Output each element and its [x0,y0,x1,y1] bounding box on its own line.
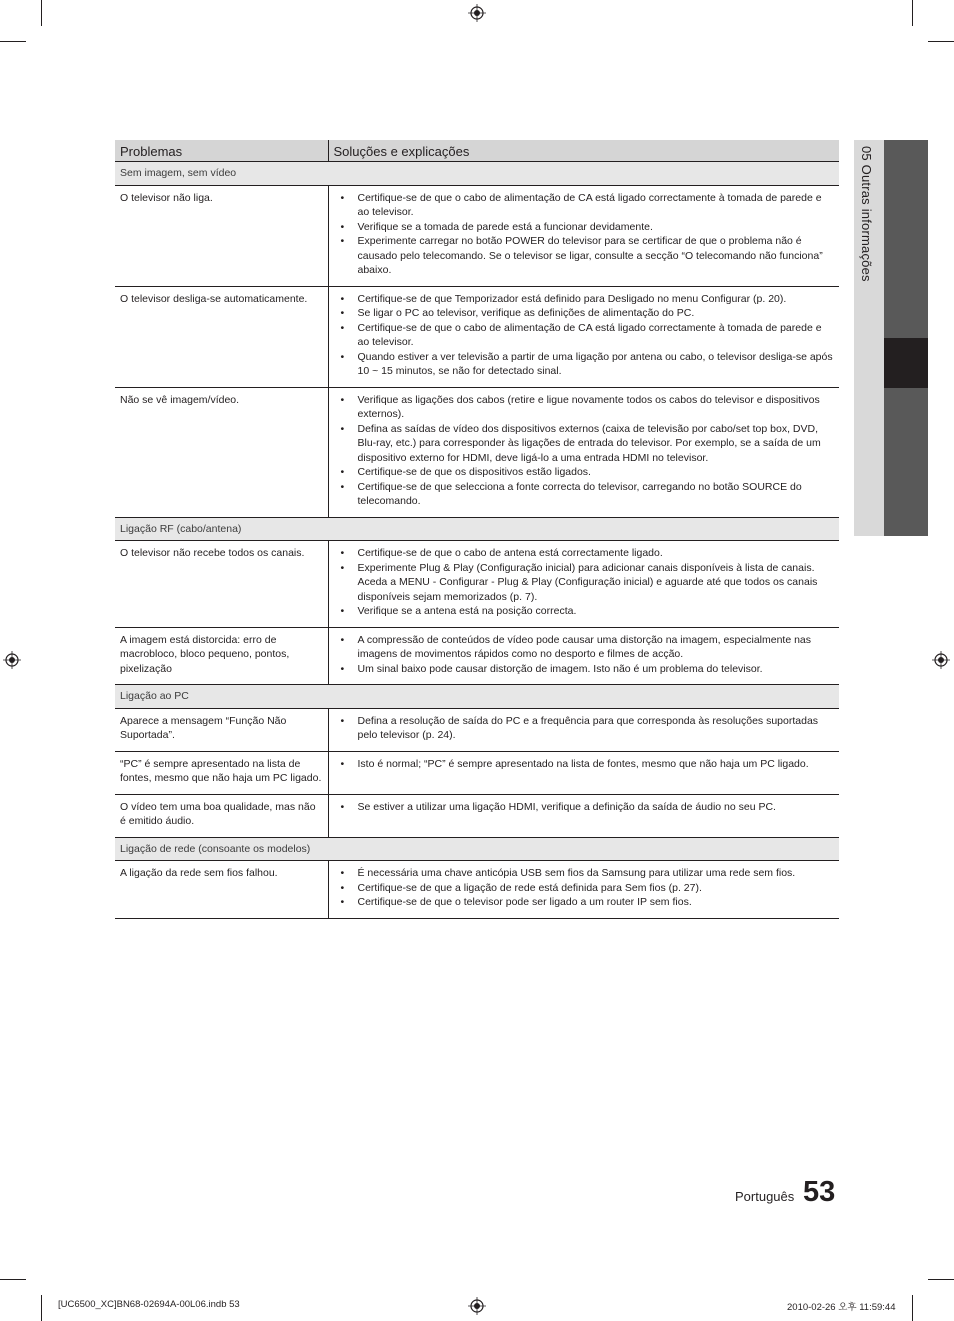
table-row [115,627,839,685]
crop-mark [928,1279,954,1280]
solution-list [334,866,835,910]
section-title: Sem imagem, sem vídeo [115,162,839,186]
problem-cell: O vídeo tem uma boa qualidade, mas não é emitido áudio. [115,794,328,837]
table-header-row [115,140,839,162]
solution-list [334,292,835,379]
problem-cell: A ligação da rede sem fios falhou. [115,861,328,919]
section-row [115,517,839,541]
print-slug-file: [UC6500_XC]BN68-02694A-00L06.indb 53 [58,1299,240,1310]
section-row [115,162,839,186]
problem-cell: Aparece a mensagem “Função Não Suportada”. [115,708,328,751]
table-row [115,387,839,517]
solution-list [334,800,835,815]
solution-item: • A compressão de conteúdos de vídeo pode causar uma distorção na imagem, especialmente nas imagens de movimentos rápidos como no desporto e filmes de acção. [334,633,835,662]
table-row [115,286,839,387]
solution-cell [328,185,839,286]
solution-item: • Certifique-se de que os dispositivos estão ligados. [334,465,835,480]
chapter-label: 05 Outras informações [859,146,874,282]
crop-mark [0,41,26,42]
solution-item: • Experimente Plug & Play (Configuração inicial) para adicionar canais disponíveis à lista de canais. Aceda a MENU - Configurar - Plug & Play (Configuração inicial) e aguarde até que todos os canais disponíveis sejam memorizados (p. 7). [334,561,835,605]
solution-item: • Defina as saídas de vídeo dos dispositivos externos (caixa de televisão por cabo/set top box, DVD, Blu-ray, etc.) para corresponder às ligações de entrada do televisor. Por exemplo, se a saída de um dispositivo externo for HDMI, deve ligá-lo a uma entrada HDMI no televisor. [334,422,835,466]
crop-mark [928,41,954,42]
solution-cell [328,387,839,517]
solution-item: • Um sinal baixo pode causar distorção de imagem. Isto não é um problema do televisor. [334,662,835,677]
column-header-solutions: Soluções e explicações [328,140,839,162]
solution-list [334,757,835,772]
problem-cell: Não se vê imagem/vídeo. [115,387,328,517]
solution-cell [328,708,839,751]
table-row [115,751,839,794]
solution-list [334,714,835,743]
solution-item: • Certifique-se de que a ligação de rede está definida para Sem fios (p. 27). [334,881,835,896]
solution-item: • Certifique-se de que selecciona a fonte correcta do televisor, carregando no botão SOURCE do telecomando. [334,480,835,509]
column-header-problems: Problemas [115,140,328,162]
solution-item: • Certifique-se de que o cabo de antena está correctamente ligado. [334,546,835,561]
problem-cell: A imagem está distorcida: erro de macrobloco, bloco pequeno, pontos, pixelização [115,627,328,685]
table-row [115,541,839,628]
crop-mark [41,0,42,26]
chapter-tab-marker [884,338,928,388]
solution-item: • Certifique-se de que o televisor pode ser ligado a um router IP sem fios. [334,895,835,910]
registration-mark-icon [932,651,950,669]
solution-item: • Certifique-se de que o cabo de alimentação de CA está ligado correctamente à tomada de parede e ao televisor. [334,321,835,350]
solution-cell [328,627,839,685]
footer-language: Português [735,1189,795,1204]
section-title: Ligação de rede (consoante os modelos) [115,837,839,861]
solution-cell [328,794,839,837]
table-row [115,185,839,286]
problem-cell: O televisor não recebe todos os canais. [115,541,328,628]
section-row [115,685,839,709]
print-slug-timestamp: 2010-02-26 오후 11:59:44 [787,1302,896,1313]
solution-item: • Experimente carregar no botão POWER do televisor para se certificar de que o problema não é causado pelo telecomando. Se o televisor se ligar, consulte a secção “O telecomando não funciona” abaixo. [334,234,835,278]
solution-item: • É necessária uma chave anticópia USB sem fios da Samsung para utilizar uma rede sem fios. [334,866,835,881]
section-title: Ligação RF (cabo/antena) [115,517,839,541]
solution-item: • Verifique se a tomada de parede está a funcionar devidamente. [334,220,835,235]
solution-item: • Defina a resolução de saída do PC e a frequência para que corresponda às resoluções suportadas pelo televisor (p. 24). [334,714,835,743]
registration-mark-icon [468,4,486,22]
table-row [115,794,839,837]
table-row [115,861,839,919]
crop-mark [41,1295,42,1321]
solution-cell [328,861,839,919]
solution-list [334,393,835,509]
table-row [115,708,839,751]
problem-cell: “PC” é sempre apresentado na lista de fontes, mesmo que não haja um PC ligado. [115,751,328,794]
table-body [115,140,839,918]
solution-cell [328,751,839,794]
solution-list [334,546,835,619]
solution-item: • Isto é normal; “PC” é sempre apresentado na lista de fontes, mesmo que não haja um PC ligado. [334,757,835,772]
solution-list [334,191,835,278]
solution-item: • Certifique-se de que o cabo de alimentação de CA está ligado correctamente à tomada de parede e ao televisor. [334,191,835,220]
problem-cell: O televisor não liga. [115,185,328,286]
solution-item: • Verifique se a antena está na posição correcta. [334,604,835,619]
registration-mark-icon [3,651,21,669]
troubleshooting-table [115,140,839,919]
solution-item: • Certifique-se de que Temporizador está definido para Desligado no menu Configurar (p. 20). [334,292,835,307]
crop-mark [912,0,913,26]
solution-item: • Se ligar o PC ao televisor, verifique as definições de alimentação do PC. [334,306,835,321]
solution-cell [328,286,839,387]
solution-item: • Quando estiver a ver televisão a partir de uma ligação por antena ou cabo, o televisor desliga-se após 10 ~ 15 minutos, se não for detectado sinal. [334,350,835,379]
solution-cell [328,541,839,628]
registration-mark-icon [468,1297,486,1315]
problem-cell: O televisor desliga-se automaticamente. [115,286,328,387]
section-row [115,837,839,861]
section-title: Ligação ao PC [115,685,839,709]
solution-list [334,633,835,677]
solution-item: • Se estiver a utilizar uma ligação HDMI, verifique a definição da saída de áudio no seu PC. [334,800,835,815]
page-number: 53 [803,1176,836,1208]
solution-item: • Verifique as ligações dos cabos (retire e ligue novamente todos os cabos do televisor e dispositivos externos). [334,393,835,422]
crop-mark [912,1295,913,1321]
crop-mark [0,1279,26,1280]
